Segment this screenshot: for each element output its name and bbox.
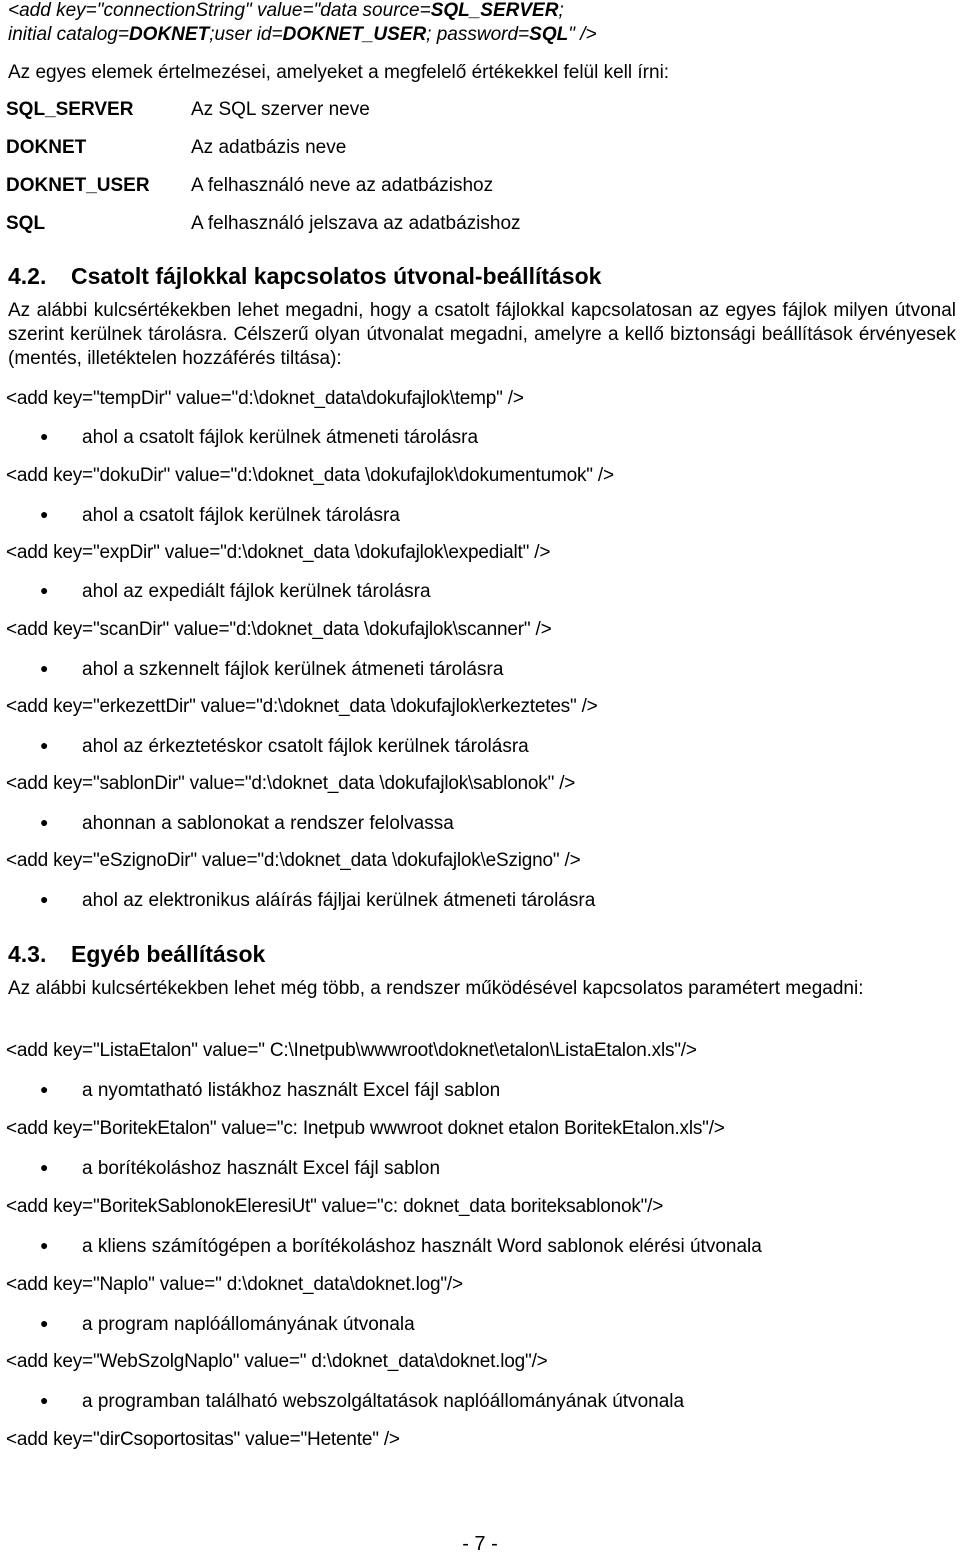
bullet-icon: ● xyxy=(40,582,49,598)
config-code-line: <add key="tempDir" value="d:\doknet_data\dokufajlok\temp" /> xyxy=(6,388,524,409)
bullet-text: ahol a csatolt fájlok kerülnek átmeneti tárolásra xyxy=(82,427,479,448)
connection-string-line-1 xyxy=(8,0,564,22)
bullet-icon: ● xyxy=(40,1392,49,1408)
bullet-item xyxy=(40,1080,500,1102)
definition-term: DOKNET_USER xyxy=(6,175,150,196)
bullet-icon: ● xyxy=(40,891,49,907)
code-text: " /> xyxy=(568,24,597,45)
intro-text: Az egyes elemek értelmezései, amelyeket a megfelelő értékekkel felül kell írni: xyxy=(8,62,670,83)
bullet-icon: ● xyxy=(40,737,49,753)
bullet-item xyxy=(40,505,400,527)
definition-term: DOKNET xyxy=(6,137,87,158)
config-code-line: <add key="scanDir" value="d:\doknet_data \dokufajlok\scanner" /> xyxy=(6,619,552,640)
bullet-text: a kliens számítógépen a borítékoláshoz használt Word sablonok elérési útvonala xyxy=(82,1236,762,1257)
placeholder-sql-server: SQL_SERVER xyxy=(430,0,559,21)
config-code-line: <add key="expDir" value="d:\doknet_data \dokufajlok\expedialt" /> xyxy=(6,542,551,563)
page-number: - 7 - xyxy=(462,1533,498,1555)
definition-desc: A felhasználó neve az adatbázishoz xyxy=(191,175,494,196)
definition-desc: Az adatbázis neve xyxy=(191,137,347,158)
placeholder-sql: SQL xyxy=(529,24,569,45)
bullet-item xyxy=(40,1158,440,1180)
section-title: Egyéb beállítások xyxy=(71,941,266,967)
config-code-line: <add key="dirCsoportositas" value="Hetente" /> xyxy=(6,1429,400,1450)
config-code-line: <add key="BoritekEtalon" value="c: Inetpub wwwroot doknet etalon BoritekEtalon.xls"/> xyxy=(6,1118,725,1139)
section-heading-4-2 xyxy=(8,263,601,290)
config-code-line: <add key="WebSzolgNaplo" value=" d:\doknet_data\doknet.log"/> xyxy=(6,1351,548,1372)
section-number: 4.3. xyxy=(8,941,47,967)
bullet-icon: ● xyxy=(40,1237,49,1253)
config-code-line: <add key="eSzignoDir" value="d:\doknet_data \dokufajlok\eSzigno" /> xyxy=(6,850,581,871)
bullet-item xyxy=(40,736,529,758)
bullet-icon: ● xyxy=(40,428,49,444)
code-text: <add key="connectionString" value="data source= xyxy=(8,0,431,21)
bullet-item xyxy=(40,659,503,681)
bullet-item xyxy=(40,427,478,449)
definition-desc: Az SQL szerver neve xyxy=(191,99,370,120)
bullet-text: ahol az expediált fájlok kerülnek tárolásra xyxy=(82,581,431,602)
bullet-text: ahol az elektronikus aláírás fájljai kerülnek átmeneti tárolásra xyxy=(82,890,596,911)
bullet-text: a programban található webszolgáltatások naplóállományának útvonala xyxy=(82,1391,685,1412)
placeholder-doknet: DOKNET xyxy=(128,24,210,45)
connection-string-line-2 xyxy=(8,24,597,46)
bullet-icon: ● xyxy=(40,1315,49,1331)
config-code-line: <add key="Naplo" value=" d:\doknet_data\doknet.log"/> xyxy=(6,1274,463,1295)
config-code-line: <add key="ListaEtalon" value=" C:\Inetpub\wwwroot\doknet\etalon\ListaEtalon.xls"/> xyxy=(6,1040,697,1061)
config-code-line: <add key="BoritekSablonokEleresiUt" value="c: doknet_data boriteksablonok"/> xyxy=(6,1196,664,1217)
section-title: Csatolt fájlokkal kapcsolatos útvonal-beállítások xyxy=(71,263,602,289)
bullet-icon: ● xyxy=(40,1081,49,1097)
code-text: initial catalog= xyxy=(8,24,129,45)
config-code-line: <add key="sablonDir" value="d:\doknet_data \dokufajlok\sablonok" /> xyxy=(6,773,576,794)
bullet-icon: ● xyxy=(40,660,49,676)
bullet-icon: ● xyxy=(40,506,49,522)
section-paragraph: Az alábbi kulcsértékekben lehet még több, a rendszer működésével kapcsolatos paramétert megadni: xyxy=(8,978,864,999)
section-heading-4-3 xyxy=(8,941,265,968)
config-code-line: <add key="erkezettDir" value="d:\doknet_data \dokufajlok\erkeztetes" /> xyxy=(6,696,598,717)
bullet-icon: ● xyxy=(40,814,49,830)
bullet-text: ahol a szkennelt fájlok kerülnek átmeneti tárolásra xyxy=(82,659,504,680)
bullet-item xyxy=(40,1391,684,1413)
bullet-item xyxy=(40,581,431,603)
bullet-text: a program naplóállományának útvonala xyxy=(82,1314,415,1335)
placeholder-doknet-user: DOKNET_USER xyxy=(282,24,427,45)
section-paragraph: Az alábbi kulcsértékekben lehet megadni, hogy a csatolt fájlokkal kapcsolatosan az egyes fájlok milyen útvonal szerint kerülnek tárolásra. Célszerű olyan útvonalat megadni, amelyre a kellő biztonsági beállítások érvényesek (mentés, illetéktelen hozzáférés tiltása): xyxy=(8,300,956,369)
bullet-text: ahol a csatolt fájlok kerülnek tárolásra xyxy=(82,505,400,526)
bullet-icon: ● xyxy=(40,1159,49,1175)
bullet-text: ahonnan a sablonokat a rendszer felolvassa xyxy=(82,813,454,834)
section-number: 4.2. xyxy=(8,263,47,289)
bullet-item xyxy=(40,890,595,912)
bullet-text: a borítékoláshoz használt Excel fájl sablon xyxy=(82,1158,441,1179)
code-text: ;user id= xyxy=(209,24,283,45)
bullet-item xyxy=(40,813,454,835)
bullet-item xyxy=(40,1314,415,1336)
code-text: ; xyxy=(558,0,564,21)
definition-desc: A felhasználó jelszava az adatbázishoz xyxy=(191,213,521,234)
bullet-text: ahol az érkeztetéskor csatolt fájlok kerülnek tárolásra xyxy=(82,736,529,757)
definition-term: SQL_SERVER xyxy=(6,99,134,120)
bullet-text: a nyomtatható listákhoz használt Excel fájl sablon xyxy=(82,1080,501,1101)
definition-term: SQL xyxy=(6,213,46,234)
bullet-item xyxy=(40,1236,762,1258)
code-text: ; password= xyxy=(426,24,530,45)
config-code-line: <add key="dokuDir" value="d:\doknet_data \dokufajlok\dokumentumok" /> xyxy=(6,465,614,486)
